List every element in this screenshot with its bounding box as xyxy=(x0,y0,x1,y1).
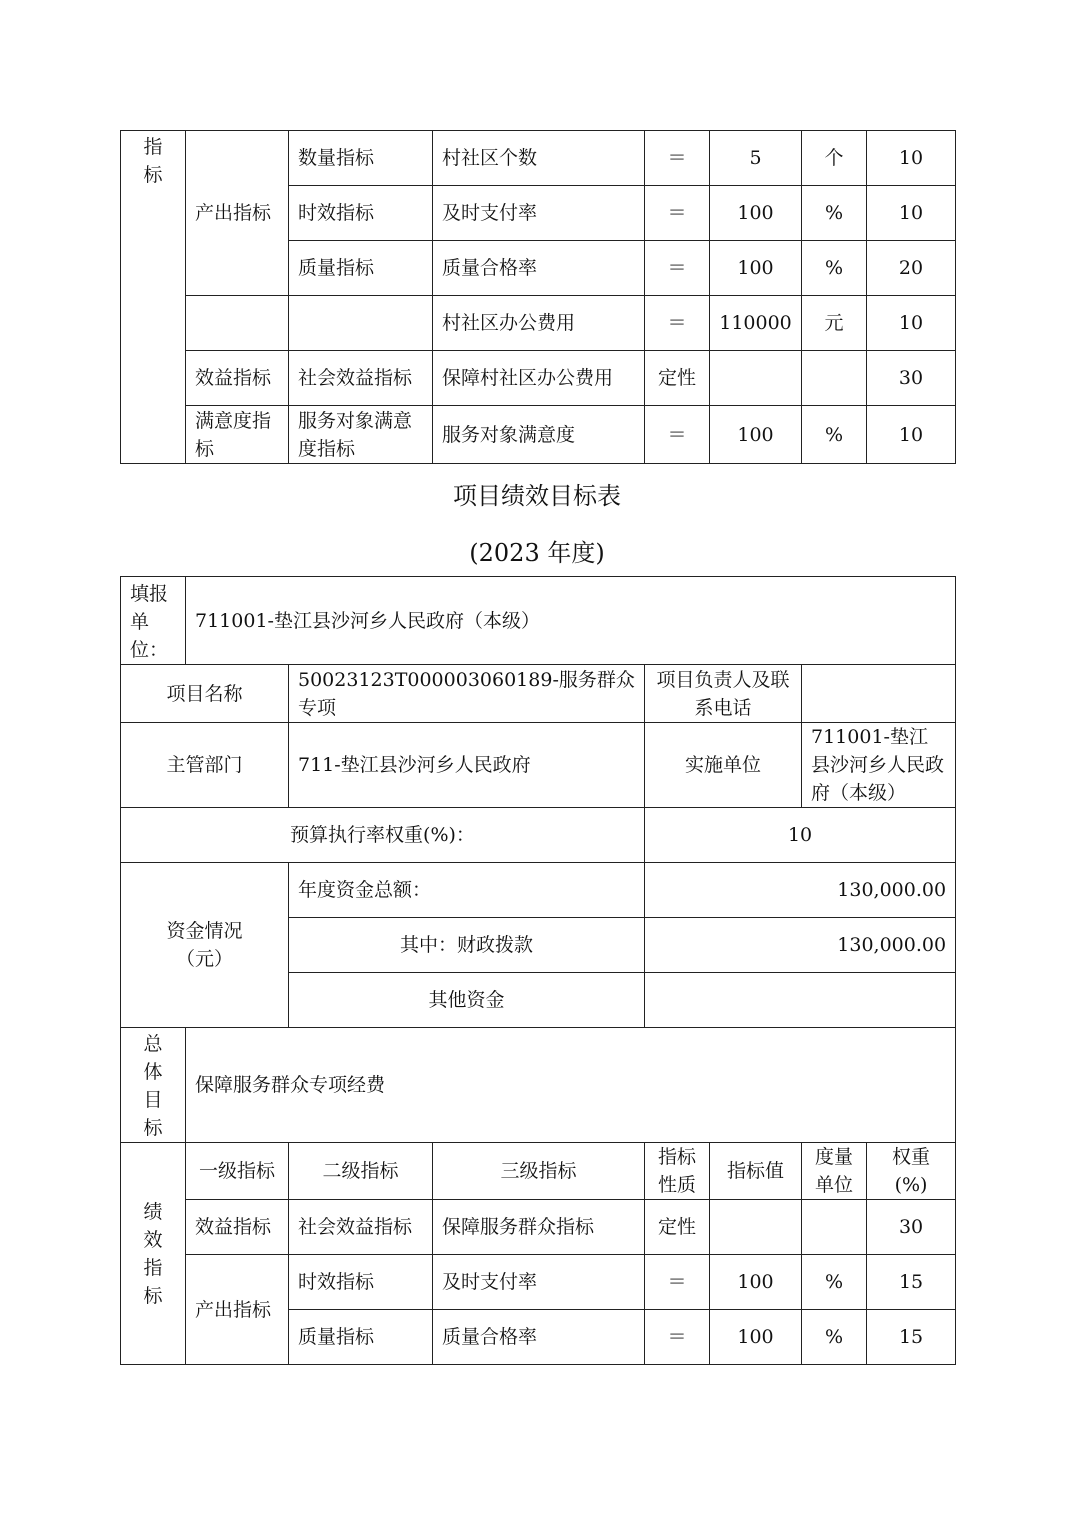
level1-cell xyxy=(186,296,289,351)
header-nature: 指标性质 xyxy=(645,1143,710,1200)
overall-goal-value: 保障服务群众专项经费 xyxy=(186,1028,956,1143)
reporting-unit-value: 711001-垫江县沙河乡人民政府（本级） xyxy=(186,577,956,665)
value-cell xyxy=(710,1200,802,1255)
level1-cell: 效益指标 xyxy=(186,351,289,406)
value-cell: 100 xyxy=(710,1255,802,1310)
budget-weight-value: 10 xyxy=(645,808,956,863)
value-cell: 100 xyxy=(710,241,802,296)
level1-cell: 效益指标 xyxy=(186,1200,289,1255)
weight-cell: 10 xyxy=(867,131,956,186)
supervising-dept-label: 主管部门 xyxy=(121,723,289,808)
level3-cell: 质量合格率 xyxy=(433,1310,645,1365)
level1-cell: 满意度指标 xyxy=(186,406,289,464)
funds-fiscal-value: 130,000.00 xyxy=(645,918,956,973)
funds-total-value: 130,000.00 xyxy=(645,863,956,918)
level1-cell: 产出指标 xyxy=(186,1255,289,1365)
header-value: 指标值 xyxy=(710,1143,802,1200)
value-cell: 100 xyxy=(710,406,802,464)
nature-cell: 定性 xyxy=(645,351,710,406)
nature-cell: ＝ xyxy=(645,296,710,351)
header-unit: 度量单位 xyxy=(802,1143,867,1200)
indicator-group-label: 指 标 xyxy=(121,131,186,464)
value-cell xyxy=(710,351,802,406)
performance-goal-table xyxy=(120,576,956,1365)
level3-cell: 及时支付率 xyxy=(433,1255,645,1310)
weight-cell: 10 xyxy=(867,186,956,241)
unit-cell: % xyxy=(802,241,867,296)
funds-label: 资金情况 （元） xyxy=(121,863,289,1028)
weight-cell: 15 xyxy=(867,1255,956,1310)
nature-cell: ＝ xyxy=(645,186,710,241)
value-cell: 110000 xyxy=(710,296,802,351)
unit-cell xyxy=(802,1200,867,1255)
unit-cell: 个 xyxy=(802,131,867,186)
budget-weight-label: 预算执行率权重(%)： xyxy=(121,808,645,863)
nature-cell: ＝ xyxy=(645,1310,710,1365)
weight-cell: 30 xyxy=(867,1200,956,1255)
weight-cell: 10 xyxy=(867,296,956,351)
value-cell: 5 xyxy=(710,131,802,186)
project-name-value: 50023123T000003060189-服务群众专项 xyxy=(289,665,645,723)
level2-cell: 质量指标 xyxy=(289,241,433,296)
level2-cell: 社会效益指标 xyxy=(289,351,433,406)
level2-cell: 时效指标 xyxy=(289,1255,433,1310)
level3-cell: 保障村社区办公费用 xyxy=(433,351,645,406)
project-owner-value xyxy=(802,665,956,723)
level2-cell: 质量指标 xyxy=(289,1310,433,1365)
unit-cell: % xyxy=(802,1310,867,1365)
supervising-dept-value: 711-垫江县沙河乡人民政府 xyxy=(289,723,645,808)
header-level1: 一级指标 xyxy=(186,1143,289,1200)
implementing-unit-label: 实施单位 xyxy=(645,723,802,808)
level2-cell xyxy=(289,296,433,351)
unit-cell: 元 xyxy=(802,296,867,351)
unit-cell: % xyxy=(802,406,867,464)
weight-cell: 30 xyxy=(867,351,956,406)
level2-cell: 服务对象满意度指标 xyxy=(289,406,433,464)
header-weight: 权重(%) xyxy=(867,1143,956,1200)
weight-cell: 20 xyxy=(867,241,956,296)
project-owner-label: 项目负责人及联系电话 xyxy=(645,665,802,723)
page-title: 项目绩效目标表 xyxy=(453,482,621,510)
funds-other-value xyxy=(645,973,956,1028)
level3-cell: 服务对象满意度 xyxy=(433,406,645,464)
nature-cell: 定性 xyxy=(645,1200,710,1255)
unit-cell: % xyxy=(802,186,867,241)
header-level3: 三级指标 xyxy=(433,1143,645,1200)
funds-total-label: 年度资金总额： xyxy=(289,863,645,918)
level2-cell: 社会效益指标 xyxy=(289,1200,433,1255)
value-cell: 100 xyxy=(710,186,802,241)
level3-cell: 村社区办公费用 xyxy=(433,296,645,351)
funds-fiscal-label: 其中：财政拨款 xyxy=(289,918,645,973)
level3-cell: 质量合格率 xyxy=(433,241,645,296)
nature-cell: ＝ xyxy=(645,1255,710,1310)
value-cell: 100 xyxy=(710,1310,802,1365)
performance-indicator-label: 绩 效 指 标 xyxy=(121,1143,186,1365)
nature-cell: ＝ xyxy=(645,131,710,186)
level2-cell: 数量指标 xyxy=(289,131,433,186)
weight-cell: 10 xyxy=(867,406,956,464)
overall-goal-label: 总 体 目 标 xyxy=(121,1028,186,1143)
page-subtitle-year: (2023 年度) xyxy=(469,539,605,567)
unit-cell: % xyxy=(802,1255,867,1310)
weight-cell: 15 xyxy=(867,1310,956,1365)
level3-cell: 村社区个数 xyxy=(433,131,645,186)
nature-cell: ＝ xyxy=(645,241,710,296)
level2-cell: 时效指标 xyxy=(289,186,433,241)
project-name-label: 项目名称 xyxy=(121,665,289,723)
reporting-unit-label: 填报 单 位： xyxy=(121,577,186,665)
nature-cell: ＝ xyxy=(645,406,710,464)
level3-cell: 及时支付率 xyxy=(433,186,645,241)
level3-cell: 保障服务群众指标 xyxy=(433,1200,645,1255)
implementing-unit-value: 711001-垫江县沙河乡人民政府（本级） xyxy=(802,723,956,808)
header-level2: 二级指标 xyxy=(289,1143,433,1200)
unit-cell xyxy=(802,351,867,406)
level1-cell: 产出指标 xyxy=(186,131,289,296)
indicator-table-continued xyxy=(120,130,956,464)
funds-other-label: 其他资金 xyxy=(289,973,645,1028)
